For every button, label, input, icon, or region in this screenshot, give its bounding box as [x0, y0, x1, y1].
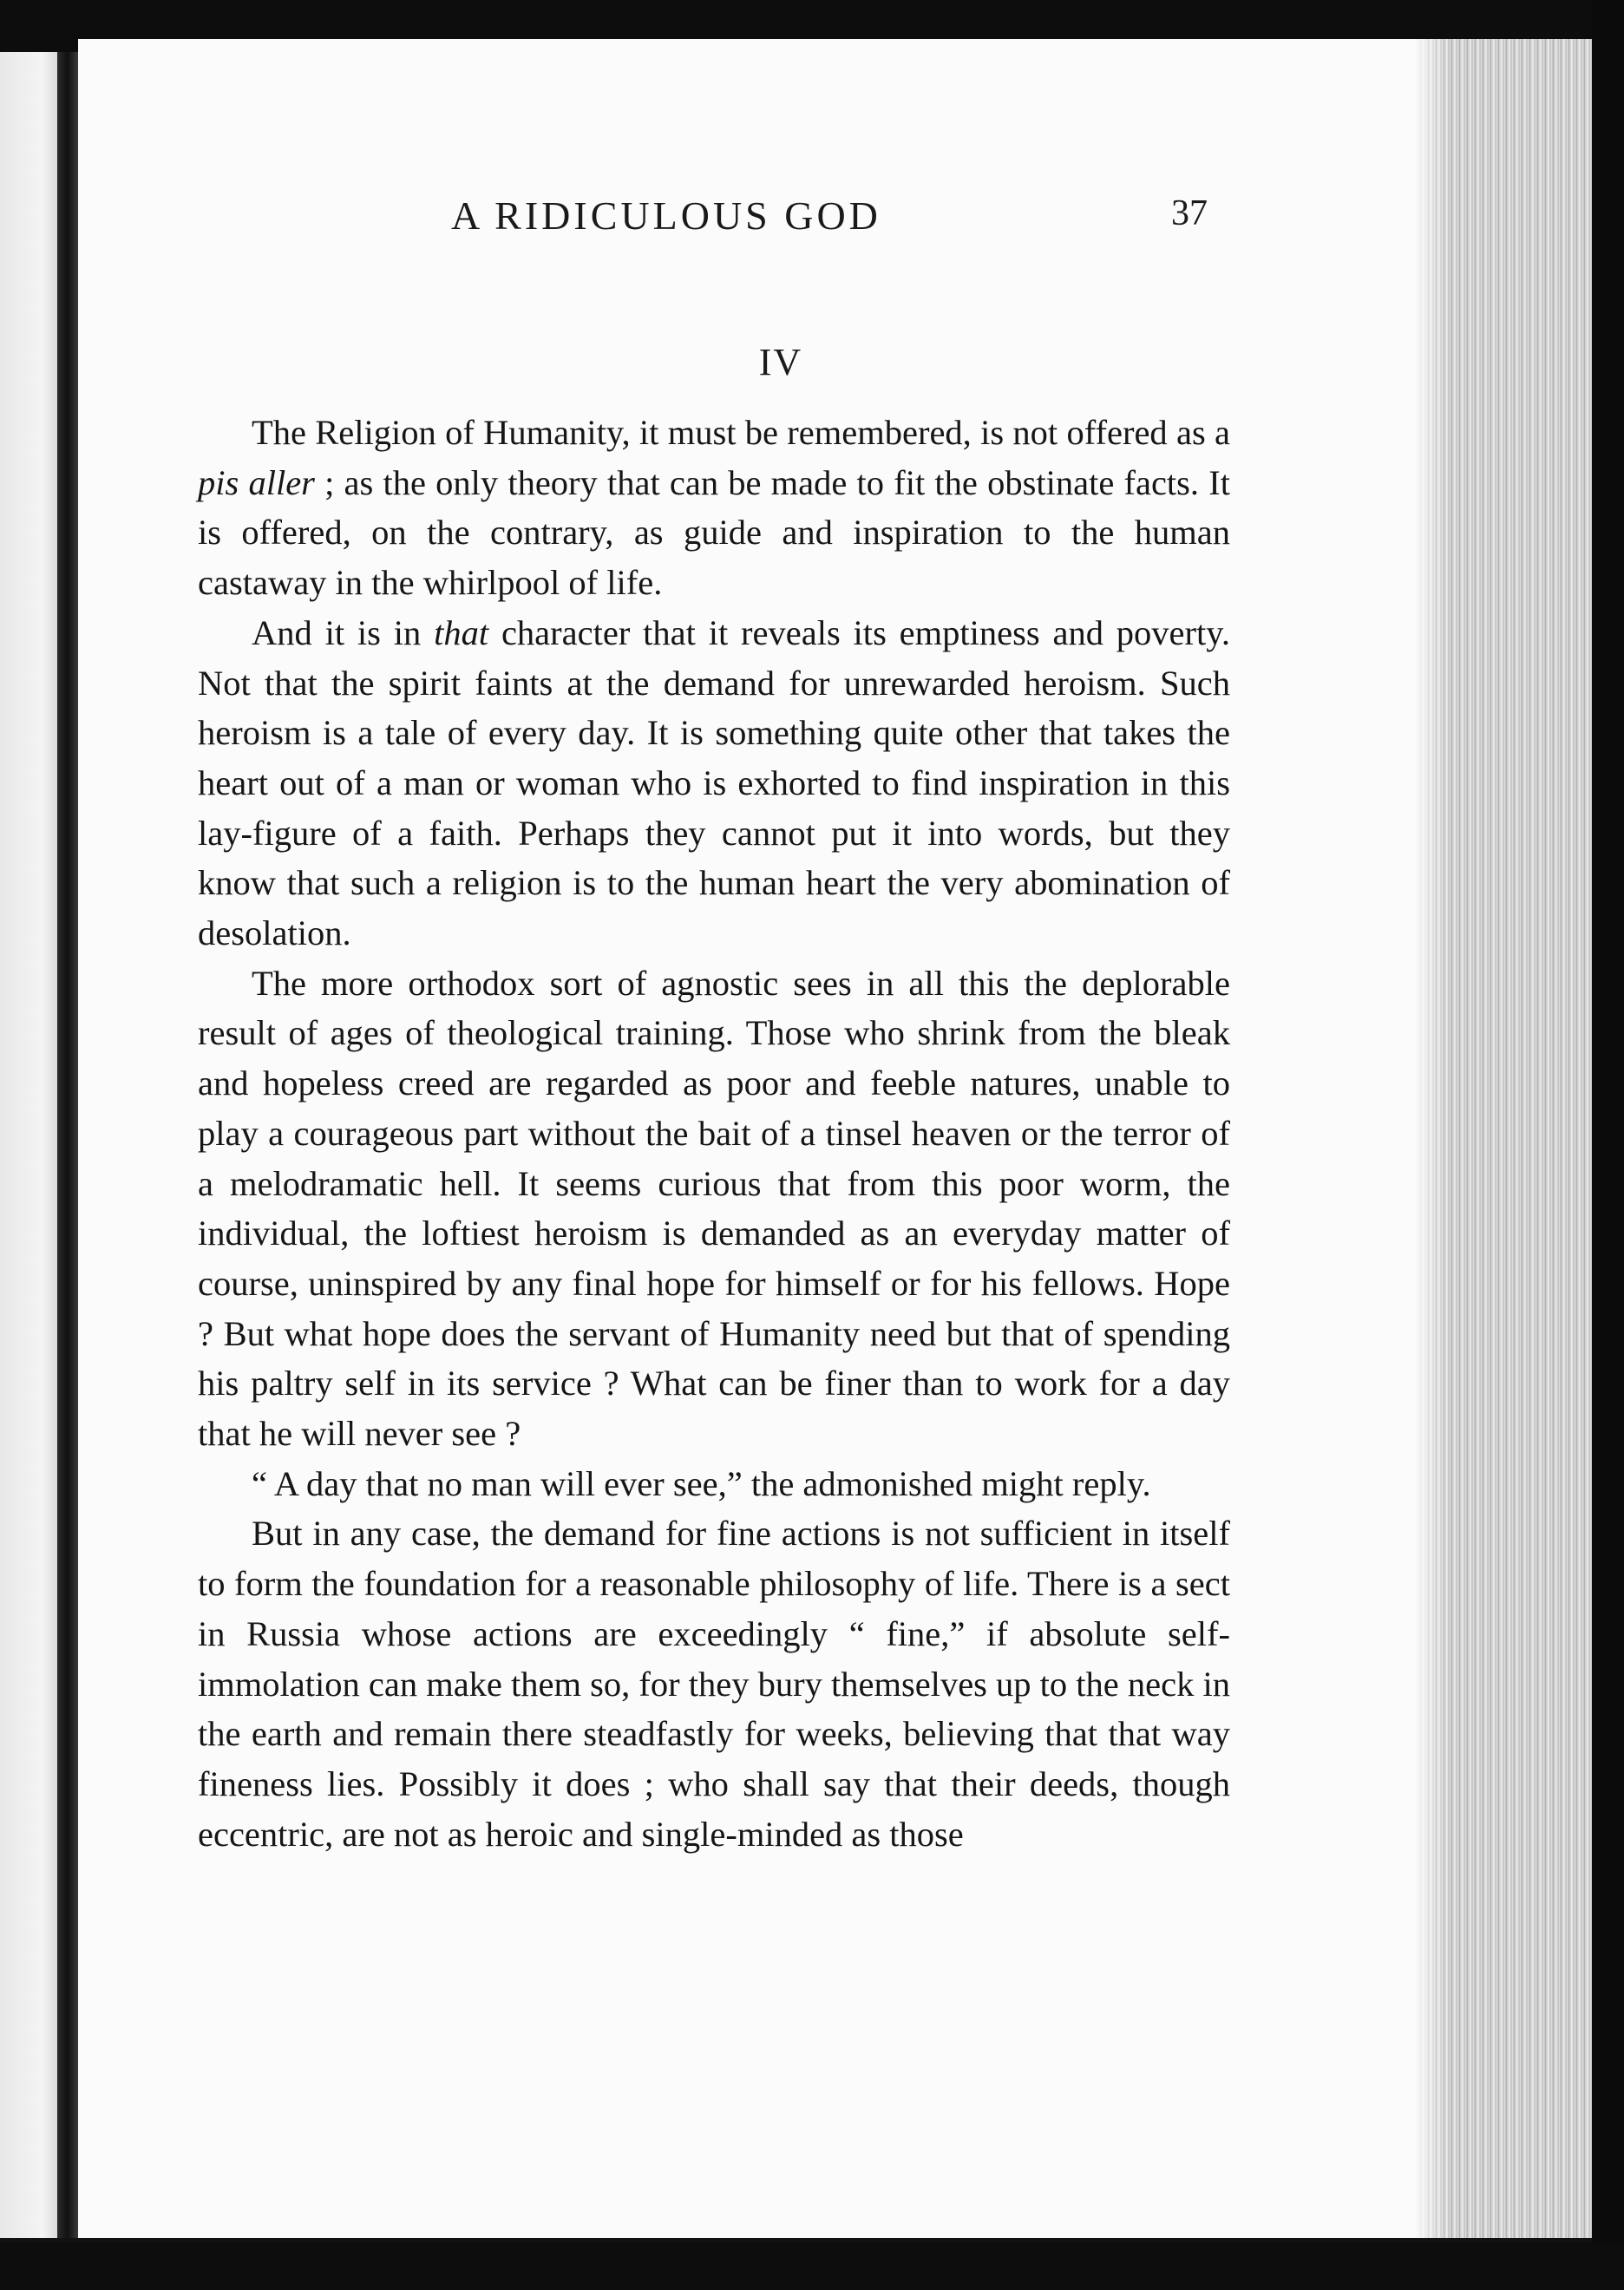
- paragraph: The Religion of Humanity, it must be remembered, is not offered as a pis aller ; as the only theory that can be made to fit the obstinate facts. It is offered, on the contrary, as guide and inspiration to the human castaway in the whirlpool of life.: [198, 413, 1230, 603]
- book-gutter: [57, 52, 78, 2238]
- paragraph: “ A day that no man will ever see,” the admonished might reply.: [252, 1463, 1151, 1503]
- scan-background-bottom: [0, 2242, 1624, 2290]
- scan-background-right: [1592, 0, 1624, 2290]
- paragraph: And it is in that character that it reveals its emptiness and poverty. Not that the spirit faints at the demand for unrewarded heroism. Such heroism is a tale of every day. It is something quite other that takes the heart out of a man or woman who is exhorted to find inspiration in this lay-figure of a faith. Perhaps they cannot put it into words, but they know that such a religion is to the human heart the very abomination of desolation.: [198, 612, 1230, 953]
- paragraph: The more orthodox sort of agnostic sees in all this the deplorable result of ages of theological training. Those who shrink from the bleak and hopeless creed are regarded as poor and feeble natures, unable to play a courageous part without the bait of a tinsel heaven or the terror of a melodramatic hell. It seems curious that from this poor worm, the individual, the loftiest heroism is demanded as an everyday matter of course, uninspired by any final hope for himself or for his fellows. Hope ? But what hope does the servant of Humanity need but that of spending his paltry self in its service ? What can be finer than to work for a day that he will never see ?: [198, 963, 1230, 1454]
- running-head-title: A RIDICULOUS GOD: [451, 193, 881, 238]
- running-head: [78, 193, 1483, 245]
- section-number: IV: [758, 341, 803, 383]
- facing-page-edge: [0, 52, 61, 2238]
- paragraph: But in any case, the demand for fine actions is not sufficient in itself to form the foundation for a reasonable philosophy of life. There is a sect in Russia whose actions are exceedingly “ fine,” if absolute self-immolation can make them so, for they bury themselves up to the neck in the earth and remain there steadfastly for weeks, believing that that way fineness lies. Possibly it does ; who shall say that their deeds, though eccentric, are not as heroic and single-minded as those: [198, 1514, 1230, 1854]
- page-number: 37: [1171, 193, 1208, 233]
- body-text: [198, 408, 1230, 1859]
